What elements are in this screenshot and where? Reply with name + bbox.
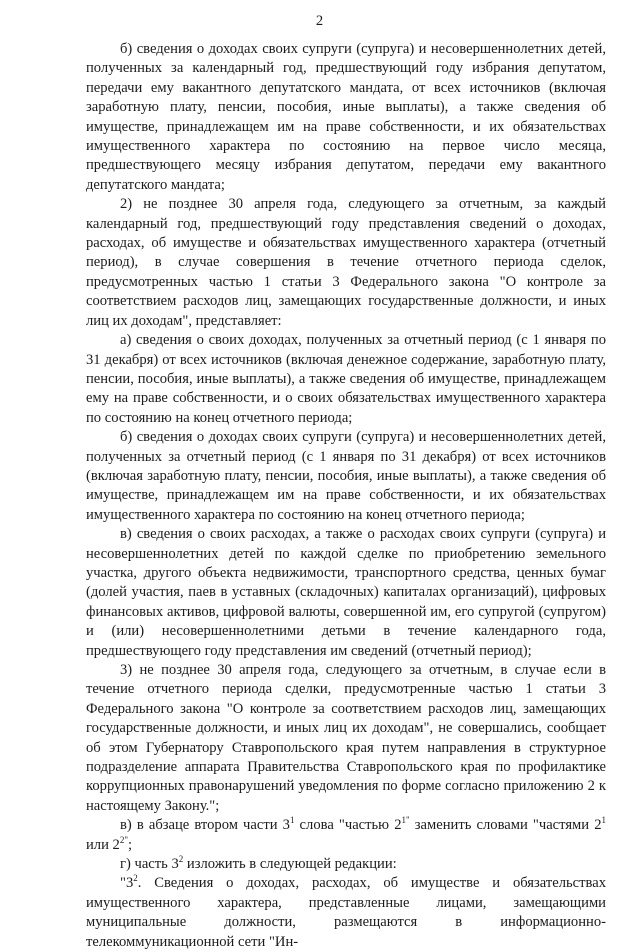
paragraph-quoted-section: "$3^2$. Сведения о доходах, расходах, об имуществе и обязательствах имущественного характера, представленные лицами, замещающими муниципальные должности, размещаются в информационно-телекоммуникационной сети "Ин- xyxy=(86,873,606,950)
paragraph-v-amendment: в) в абзаце втором части $3^1$ слова "частью $2^{1"}$ заменить словами "частями $2^1$ или $2^{2"}$; xyxy=(86,815,606,853)
paragraph-item-2: 2) не позднее 30 апреля года, следующего за отчетным, за каждый календарный год, предшествующий году представления сведений о доходах, расходах, об имуществе и обязательствах имущественного характера (отчетный период), в случае совершения в течение отчетного периода сделок, предусмотренных частью 1 статьи 3 Федерального закона "О контроле за соответствием расходов лиц, замещающих государственные должности, и иных лиц их доходам", представляет: xyxy=(86,196,606,329)
paragraph-g-amendment: г) часть $3^2$ изложить в следующей редакции: xyxy=(120,854,397,873)
paragraph-v-expenses: в) сведения о своих расходах, а также о расходах своих супруги (супруга) и несовершеннолетних детей по каждой сделке по приобретению земельного участка, другого объекта недвижимости, транспортного средства, ценных бумаг (долей участия, паев в уставных (складочных) капиталах организаций), цифровых финансовых активов, цифровой валюты, совершенной им, его супругой (супругом) и (или) несовершеннолетними детьми в течение календарного года, предшествующего году представления им сведений (отчетный период); xyxy=(86,526,606,659)
page-number: 2 xyxy=(315,13,324,29)
paragraph-item-3: 3) не позднее 30 апреля года, следующего за отчетным, в случае если в течение отчетного периода сделки, предусмотренные частью 1 статьи 3 Федерального закона "О контроле за соответствием расходов лиц, замещающих государственные должности, и иных лиц их доходам", не совершались, сообщает об этом Губернатору Ставропольского края путем направления в структурное подразделение аппарата Правительства Ставропольского края по профилактике коррупционных правонарушений уведомления по форме согласно приложению 2 к настоящему Закону."; xyxy=(86,662,606,814)
paragraph-b-family-income-election: б) сведения о доходах своих супруги (супруга) и несовершеннолетних детей, полученных за календарный год, предшествующий году избрания депутатом, передачи ему вакантного депутатского мандата, от всех источников (включая заработную плату, пенсии, пособия, иные выплаты), а также сведения об имуществе, принадлежащем им на праве собственности, и их обязательствах имущественного характера по состоянию на первое число месяца, предшествующего месяцу избрания депутатом, передачи ему вакантного депутатского мандата; xyxy=(86,41,606,193)
document-body xyxy=(86,40,606,952)
paragraph-a-own-income: а) сведения о своих доходах, полученных за отчетный период (с 1 января по 31 декабря) от всех источников (включая денежное содержание, заработную плату, пенсии, пособия, иные выплаты), а также сведения об имуществе, принадлежащем ему на праве собственности, и о своих обязательствах имущественного характера по состоянию на конец отчетного периода; xyxy=(86,332,606,426)
paragraph-b-family-income: б) сведения о доходах своих супруги (супруга) и несовершеннолетних детей, полученных за отчетный период (с 1 января по 31 декабря) от всех источников (включая заработную плату, пенсии, пособия, иные выплаты), а также сведения об имуществе, принадлежащем им на праве собственности, и их обязательствах имущественного характера по состоянию на конец отчетного периода; xyxy=(86,429,606,523)
